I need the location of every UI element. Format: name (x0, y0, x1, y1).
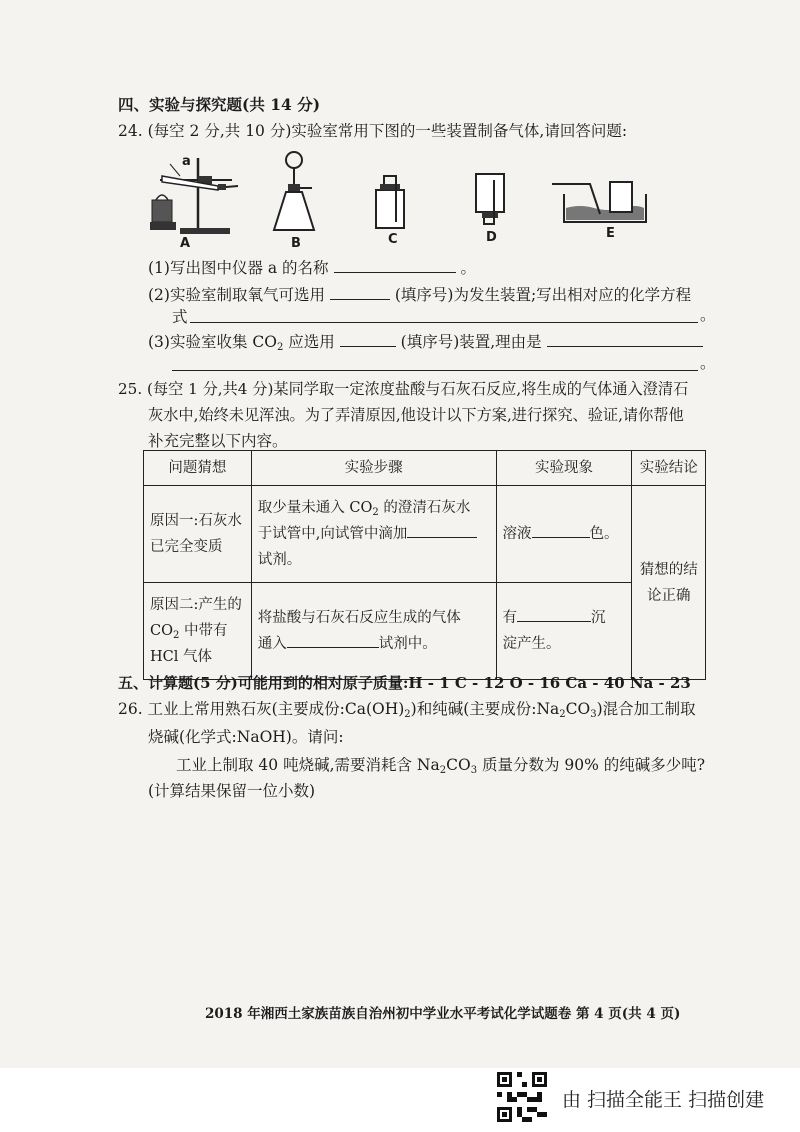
label-d: D (486, 230, 497, 245)
q24-answer-2b[interactable] (190, 322, 698, 323)
q24-part2b-prefix: 式 (172, 308, 188, 326)
row2-guess (144, 583, 252, 680)
table-row (144, 583, 706, 680)
section5-title: 五、计算题(5 分)可能用到的相对原子质量:H - 1 C - 12 O - 16 Ca - 40 Na - 23 (118, 674, 691, 692)
q26-l1c: CO (565, 700, 591, 718)
row2-guess-line3: HCl 气体 (150, 649, 212, 665)
row2-guess-sub: 2 (172, 630, 180, 641)
page-footer: 2018 年湘西土家族苗族自治州初中学业水平考试化学试题卷 第 4 页(共 4 页) (205, 1006, 681, 1022)
q25-line2: 灰水中,始终未见浑浊。为了弄清原因,他设计以下方案,进行探究、验证,请你帮他 (148, 406, 684, 424)
header-guess: 问题猜想 (144, 451, 252, 486)
q24-part3 (148, 330, 703, 353)
q24-part3-suffix: (填序号)装置,理由是 (400, 333, 542, 351)
q24-answer-3a[interactable] (340, 330, 396, 347)
conclusion-cell (632, 486, 706, 680)
apparatus-d (470, 168, 510, 228)
apparatus-e-drawing (550, 178, 650, 224)
header-observation: 实验现象 (496, 451, 632, 486)
row2-guess-line1: 原因二:产生的 (150, 597, 242, 613)
q26-l3-sub: 2 (439, 765, 447, 776)
conclusion-line2: 论正确 (646, 587, 691, 604)
q26-line3 (176, 754, 705, 776)
apparatus-e (550, 178, 650, 224)
q26-line4: (计算结果保留一位小数) (148, 782, 316, 800)
conclusion-line1: 猜想的结 (639, 561, 698, 578)
apparatus-c (370, 172, 410, 232)
q26-l1-sub3: 3 (590, 709, 597, 720)
q24-answer-2a[interactable] (330, 283, 390, 300)
row1-step-line1 (258, 495, 490, 521)
row2-observation (496, 583, 632, 680)
q26-l1-sub: 2 (404, 709, 411, 720)
q25-answer-reagent2[interactable] (287, 631, 379, 648)
section4-title: 四、实验与探究题(共 14 分) (118, 95, 321, 114)
header-steps: 实验步骤 (251, 451, 496, 486)
q24-part2-suffix: (填序号)为发生装置;写出相对应的化学方程 (394, 286, 692, 304)
row2-guess-l2b: 中带有 (179, 623, 228, 639)
q24-answer-3b[interactable] (547, 330, 703, 347)
q26-l3a: 工业上制取 40 吨烧碱,需要消耗含 Na (176, 756, 440, 774)
q26-l1-sub2: 2 (559, 709, 566, 720)
row2-obs-post: 沉 (591, 610, 606, 626)
q26-line2: 烧碱(化学式:NaOH)。请问: (148, 728, 344, 746)
q24-part3b-suffix: 。 (700, 354, 716, 372)
row1-guess-line2: 已完全变质 (150, 539, 223, 555)
q24-part2 (148, 283, 691, 306)
apparatus-d-drawing (470, 168, 510, 228)
row1-step-l1a: 取少量未通入 CO (257, 500, 373, 516)
q26-l3b: CO (446, 756, 471, 774)
header-conclusion: 实验结论 (632, 451, 706, 486)
row2-step-l2a: 通入 (257, 636, 287, 652)
q25-answer-color[interactable] (532, 521, 590, 538)
q24-part3-mid: 应选用 (283, 333, 335, 351)
row1-guess (144, 486, 252, 583)
row2-obs-pre: 有 (502, 610, 517, 626)
q24-part3-sub: 2 (276, 342, 284, 353)
row2-guess-line2 (150, 618, 245, 644)
label-e: E (606, 226, 615, 241)
q24-part3-prefix: (3)实验室收集 CO (148, 333, 277, 351)
q24-part1 (148, 256, 476, 279)
q26-l1d: )混合加工制取 (596, 700, 696, 718)
row1-step-l2: 于试管中,向试管中滴加 (257, 526, 408, 542)
label-c: C (388, 232, 398, 247)
q26-l3-sub2: 3 (470, 765, 478, 776)
row1-step-line2 (258, 521, 490, 547)
row1-step-sub: 2 (372, 507, 379, 518)
label-b: B (291, 236, 301, 251)
q24-part2b-suffix: 。 (700, 306, 716, 324)
q26-l1a: 26. 工业上常用熟石灰(主要成份:Ca(OH) (118, 700, 405, 718)
experiment-table (143, 450, 706, 680)
row1-obs-pre: 溶液 (502, 526, 532, 542)
scanner-watermark-text: 由 扫描全能王 扫描创建 (562, 1089, 765, 1111)
instrument-a-label: a (182, 154, 191, 169)
apparatus-b-drawing (270, 148, 330, 236)
row1-observation (496, 486, 632, 583)
q26-l3c: 质量分数为 90% 的纯碱多少吨? (477, 756, 706, 774)
row1-guess-line1: 原因一:石灰水 (150, 513, 242, 529)
q24-answer-1[interactable] (334, 256, 456, 273)
row1-step-line3: 试剂。 (257, 552, 302, 568)
q24-header: 24. (每空 2 分,共 10 分)实验室常用下图的一些装置制备气体,请回答问题: (118, 122, 628, 140)
row2-steps (251, 583, 496, 680)
apparatus-c-drawing (370, 172, 410, 232)
row2-guess-co: CO (150, 623, 173, 639)
q26-l1b: )和纯碱(主要成份:Na (410, 700, 560, 718)
table-header-row (144, 451, 706, 486)
row1-steps (251, 486, 496, 583)
q25-line1: 25. (每空 1 分,共4 分)某同学取一定浓度盐酸与石灰石反应,将生成的气体通入澄清石 (118, 380, 689, 398)
q24-part1-prefix: (1)写出图中仪器 a 的名称 (148, 259, 329, 277)
row1-step-l1b: 的澄清石灰水 (378, 500, 471, 516)
q24-part2-prefix: (2)实验室制取氧气可选用 (148, 286, 325, 304)
q25-answer-reagent[interactable] (407, 521, 477, 538)
row2-step-line2 (258, 631, 490, 657)
q24-answer-3c[interactable] (172, 370, 698, 371)
row2-obs-line2: 淀产生。 (502, 636, 561, 652)
q26-line1 (118, 698, 696, 720)
label-a: A (180, 236, 191, 251)
q25-answer-precipitate[interactable] (517, 605, 591, 622)
q25-line3: 补充完整以下内容。 (148, 432, 288, 450)
row2-step-line1: 将盐酸与石灰石反应生成的气体 (257, 610, 461, 626)
table-row (144, 486, 706, 583)
qr-code-icon (497, 1072, 547, 1122)
row2-obs-line1 (503, 605, 626, 631)
row1-obs-post: 色。 (589, 526, 619, 542)
apparatus-b (270, 148, 330, 236)
q24-part1-suffix: 。 (460, 259, 476, 277)
row2-step-l2b: 试剂中。 (378, 636, 437, 652)
